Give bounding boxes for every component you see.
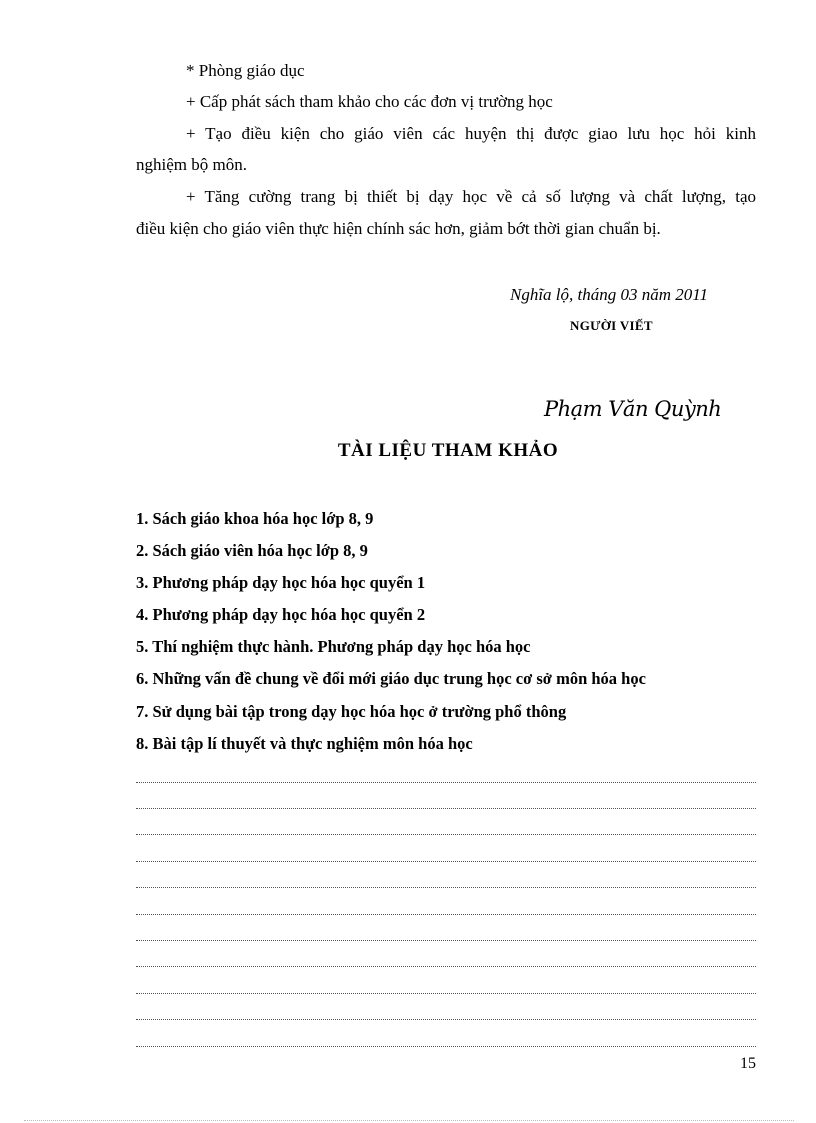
paragraph-line-teacher-exchange: + Tạo điều kiện cho giáo viên các huyện thị được giao lưu học hỏi kinh [186,124,756,143]
page-number: 15 [740,1055,756,1072]
page-bottom-divider [24,1120,794,1121]
dotted-line [136,1046,756,1047]
section-heading-education-office: * Phòng giáo dục [186,61,305,80]
reference-item: 8. Bài tập lí thuyết và thực nghiệm môn hóa học [136,734,473,753]
references-title: TÀI LIỆU THAM KHẢO [337,440,559,461]
paragraph-line-reference-books: + Cấp phát sách tham khảo cho các đơn vị trường học [186,92,553,111]
reference-item: 7. Sử dụng bài tập trong dạy học hóa học ở trường phổ thông [136,702,567,721]
reference-item: 3. Phương pháp dạy học hóa học quyển 1 [136,573,426,592]
dotted-line [136,966,756,967]
dotted-line [136,834,756,835]
dotted-line [136,782,756,783]
dotted-line [136,808,756,809]
author-role: NGƯỜI VIẾT [570,318,653,333]
paragraph-line-preparation: điều kiện cho giáo viên thực hiện chính sác hơn, giảm bớt thời gian chuẩn bị. [136,219,661,238]
place-date: Nghĩa lộ, tháng 03 năm 2011 [510,285,709,304]
reference-item: 1. Sách giáo khoa hóa học lớp 8, 9 [136,509,374,528]
reference-item: 4. Phương pháp dạy học hóa học quyển 2 [136,605,426,624]
dotted-line [136,1019,756,1020]
dotted-line [136,887,756,888]
dotted-line [136,993,756,994]
reference-item: 2. Sách giáo viên hóa học lớp 8, 9 [136,541,368,560]
paragraph-line-continuation: nghiệm bộ môn. [136,155,247,174]
dotted-line [136,940,756,941]
paragraph-line-equipment: + Tăng cường trang bị thiết bị dạy học về cả số lượng và chất lượng, tạo [186,187,756,206]
dotted-line [136,861,756,862]
reference-item: 5. Thí nghiệm thực hành. Phương pháp dạy học hóa học [136,637,531,656]
dotted-line [136,914,756,915]
reference-item: 6. Những vấn đề chung về đổi mới giáo dục trung học cơ sở môn hóa học [136,669,646,688]
author-signature: Phạm Văn Quỳnh [544,397,722,421]
